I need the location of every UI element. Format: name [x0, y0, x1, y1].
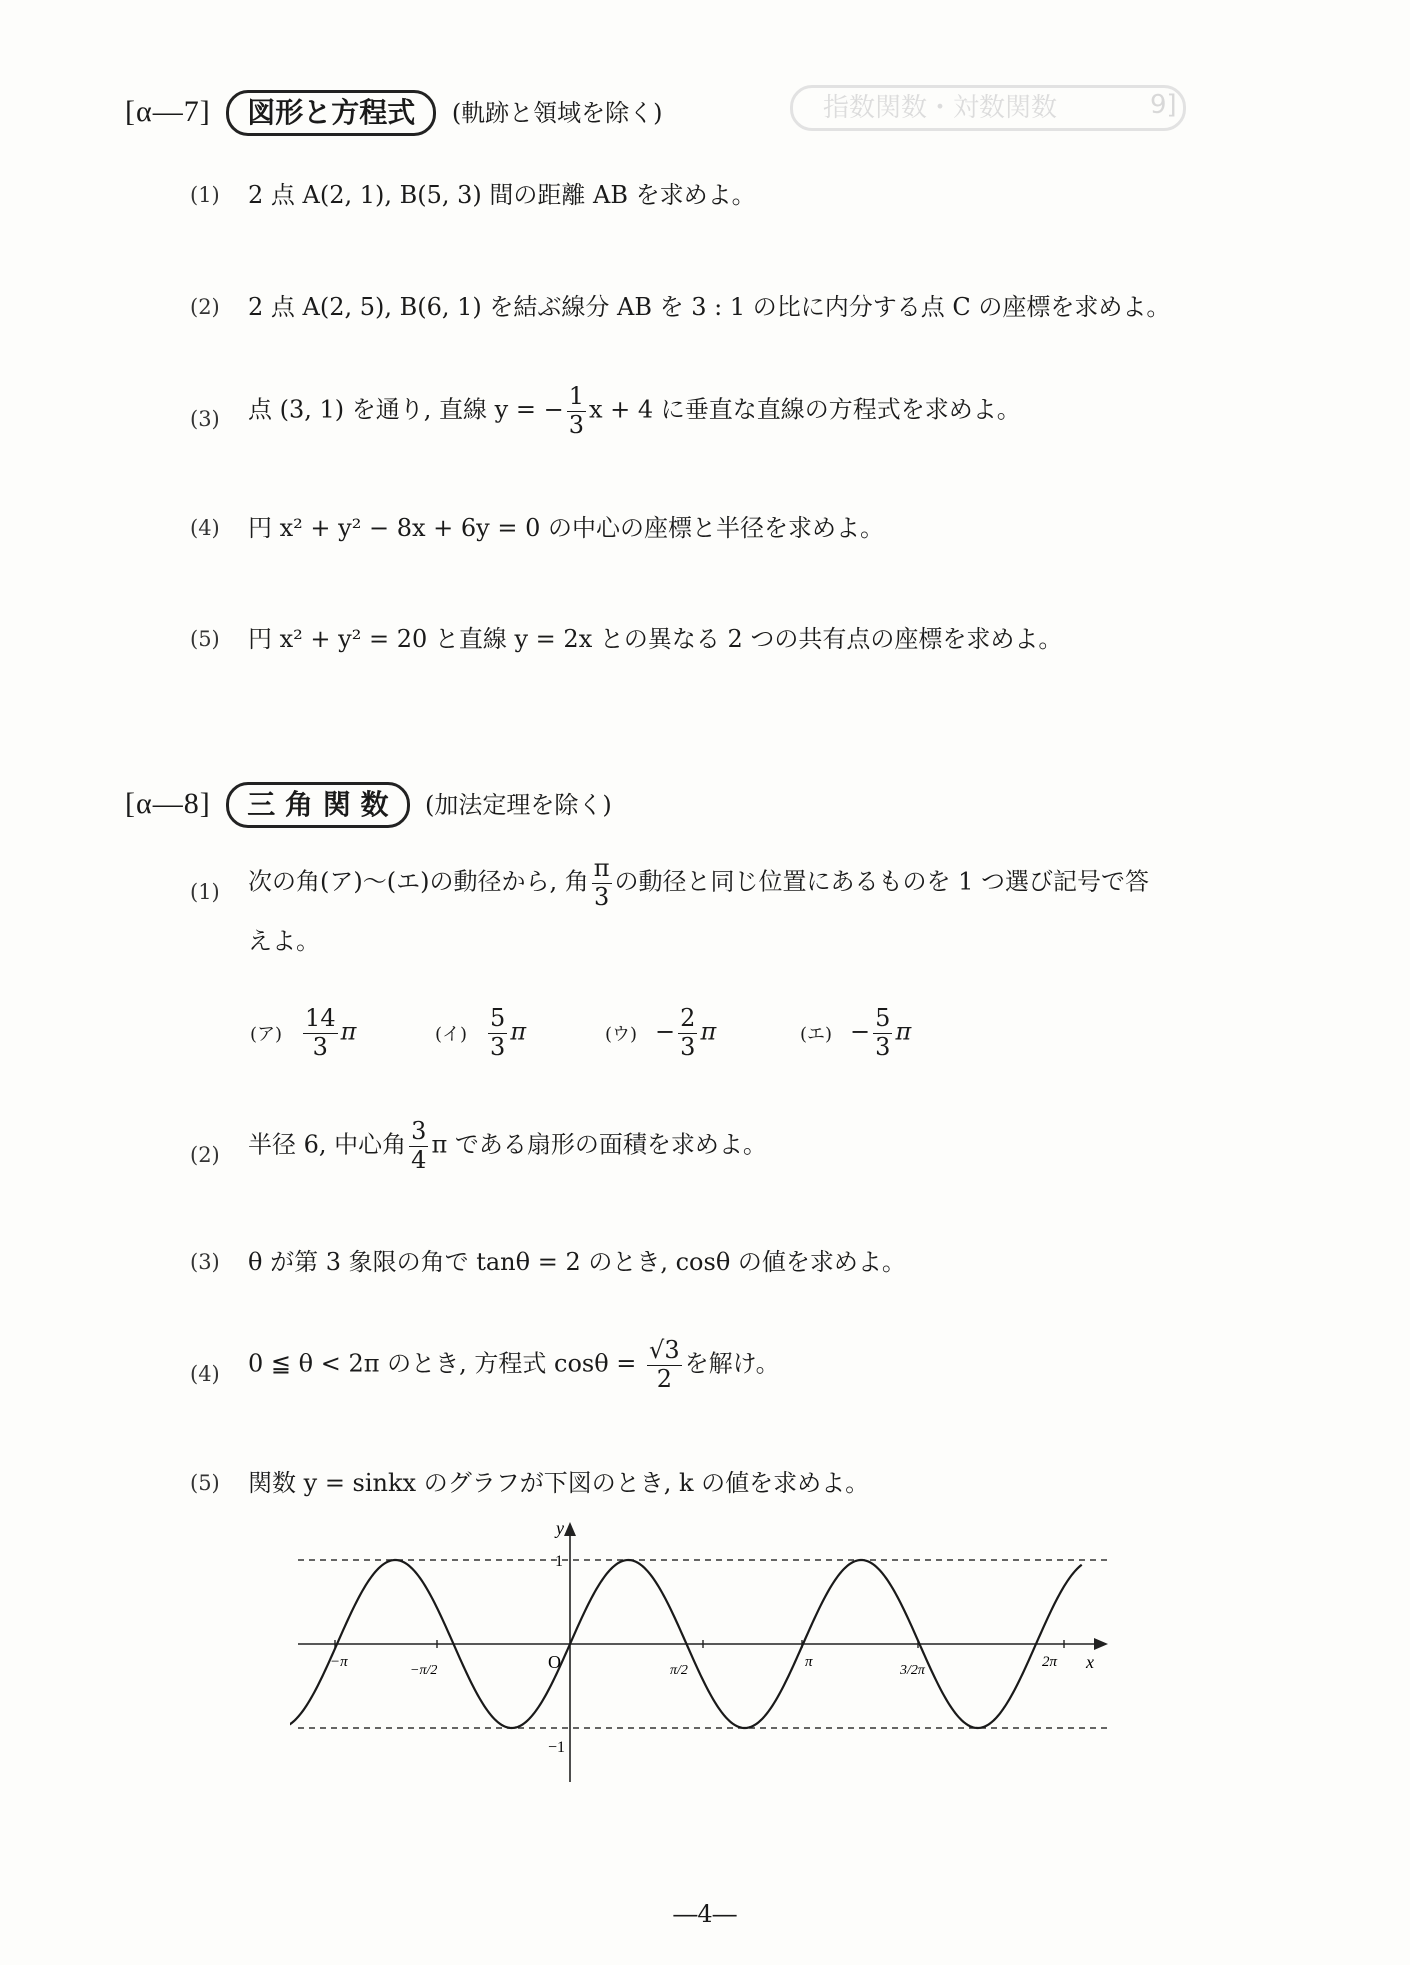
option-sign: − — [655, 1017, 676, 1046]
question-text-pre: 点 (3, 1) を通り, 直線 y = − — [248, 395, 564, 424]
option-label: (ア) — [250, 1024, 283, 1046]
x-tick-label: π/2 — [670, 1663, 688, 1678]
graph-axes — [298, 1520, 1108, 1782]
option-u — [605, 1005, 716, 1061]
question-text — [248, 383, 1021, 439]
question-text-pre: 半径 6, 中心角 — [248, 1130, 407, 1159]
question-text-pre: 次の角(ア)〜(エ)の動径から, 角 — [248, 867, 589, 896]
question-text: 円 x² + y² = 20 と直線 y = 2x との異なる 2 つの共有点の座標を求めよ。 — [248, 625, 1063, 653]
x-tick-label: −π — [330, 1654, 348, 1670]
fraction — [567, 383, 586, 439]
question-text — [248, 1337, 780, 1393]
fraction-denominator: 3 — [593, 882, 610, 911]
option-suffix: π — [510, 1017, 527, 1046]
sine-graph — [290, 1520, 1120, 1790]
fraction — [409, 1118, 428, 1174]
section-note: (加法定理を除く) — [425, 791, 612, 819]
option-label: (ウ) — [605, 1024, 638, 1046]
x-axis-label: x — [1086, 1652, 1094, 1672]
question-text-post: x + 4 に垂直な直線の方程式を求めよ。 — [588, 395, 1021, 424]
y-axis-arrow — [564, 1522, 576, 1536]
option-label: (エ) — [800, 1024, 833, 1046]
fraction-denominator: 3 — [680, 1032, 696, 1061]
question-number: (5) — [190, 627, 220, 651]
question-text-line2: えよ。 — [248, 927, 320, 955]
bleed-through-marker: 9] — [1150, 90, 1177, 120]
page-number: ―4― — [673, 1900, 737, 1928]
fraction-numerator: √3 — [649, 1336, 680, 1364]
section-code: [α―8] — [125, 787, 211, 820]
fraction-denominator: 3 — [312, 1032, 328, 1061]
fraction — [592, 855, 612, 911]
x-tick-label: π — [805, 1654, 813, 1670]
option-suffix: π — [340, 1017, 357, 1046]
option-label: (イ) — [435, 1024, 468, 1046]
option-suffix: π — [700, 1017, 717, 1046]
question-number: (1) — [190, 880, 220, 904]
fraction-numerator: 5 — [490, 1004, 506, 1032]
option-a — [250, 1005, 356, 1061]
origin-label: O — [548, 1652, 561, 1672]
bleed-through-text: 指数関数・対数関数 — [823, 93, 1058, 123]
fraction-numerator: 1 — [568, 382, 584, 410]
fraction-denominator: 3 — [490, 1032, 506, 1061]
question-number: (4) — [190, 516, 220, 540]
fraction-denominator: 2 — [656, 1364, 672, 1393]
fraction — [303, 1005, 338, 1061]
section-code: [α―7] — [125, 95, 211, 128]
fraction-numerator: 14 — [305, 1004, 336, 1032]
fraction — [647, 1337, 682, 1393]
fraction — [678, 1005, 697, 1061]
option-i — [435, 1005, 526, 1061]
question-number: (1) — [190, 183, 220, 207]
option-e — [800, 1005, 911, 1061]
fraction — [873, 1005, 892, 1061]
fraction-numerator: 5 — [875, 1004, 891, 1032]
question-text-post: を解け。 — [684, 1349, 780, 1378]
question-text — [248, 855, 1149, 911]
question-number: (3) — [190, 1250, 220, 1274]
question-text: 2 点 A(2, 1), B(5, 3) 間の距離 AB を求めよ。 — [248, 181, 756, 209]
section-header-a7 — [125, 90, 663, 136]
option-sign: − — [850, 1017, 871, 1046]
option-suffix: π — [895, 1017, 912, 1046]
x-tick-label: 3/2π — [900, 1663, 925, 1678]
fraction — [488, 1005, 507, 1061]
y-axis-label: y — [556, 1520, 564, 1538]
question-text — [248, 1118, 767, 1174]
fraction-denominator: 4 — [411, 1145, 427, 1174]
question-number: (2) — [190, 295, 220, 319]
question-text: 2 点 A(2, 5), B(6, 1) を結ぶ線分 AB を 3 : 1 の比に内分する点 C の座標を求めよ。 — [248, 293, 1171, 321]
section-header-a8 — [125, 782, 612, 828]
question-text: θ が第 3 象限の角で tanθ = 2 のとき, cosθ の値を求めよ。 — [248, 1248, 906, 1276]
question-number: (2) — [190, 1143, 220, 1167]
fraction-denominator: 3 — [875, 1032, 891, 1061]
question-number: (4) — [190, 1362, 220, 1386]
section-note: (軌跡と領域を除く) — [451, 99, 663, 127]
section-title-pill: 三 角 関 数 — [226, 782, 409, 828]
y-tick-label: −1 — [548, 1739, 566, 1756]
x-tick-label: −π/2 — [410, 1663, 438, 1678]
question-text-post: の動径と同じ位置にあるものを 1 つ選び記号で答 — [614, 867, 1150, 896]
fraction-numerator: 2 — [680, 1004, 696, 1032]
fraction-numerator: 3 — [411, 1117, 427, 1145]
question-text: 円 x² + y² − 8x + 6y = 0 の中心の座標と半径を求めよ。 — [248, 514, 884, 542]
x-axis-arrow — [1094, 1638, 1108, 1650]
question-number: (3) — [190, 407, 220, 431]
question-number: (5) — [190, 1471, 220, 1495]
fraction-numerator: π — [593, 854, 610, 882]
question-text-post: π である扇形の面積を求めよ。 — [431, 1130, 767, 1159]
fraction-denominator: 3 — [568, 410, 584, 439]
x-tick-label: 2π — [1042, 1654, 1058, 1670]
question-text: 関数 y = sinkx のグラフが下図のとき, k の値を求めよ。 — [248, 1469, 870, 1497]
section-title-pill: 図形と方程式 — [226, 90, 436, 136]
y-tick-label: 1 — [555, 1553, 563, 1570]
bleed-through-pill — [790, 85, 1186, 131]
question-text-pre: 0 ≦ θ < 2π のとき, 方程式 cosθ = — [248, 1349, 645, 1378]
